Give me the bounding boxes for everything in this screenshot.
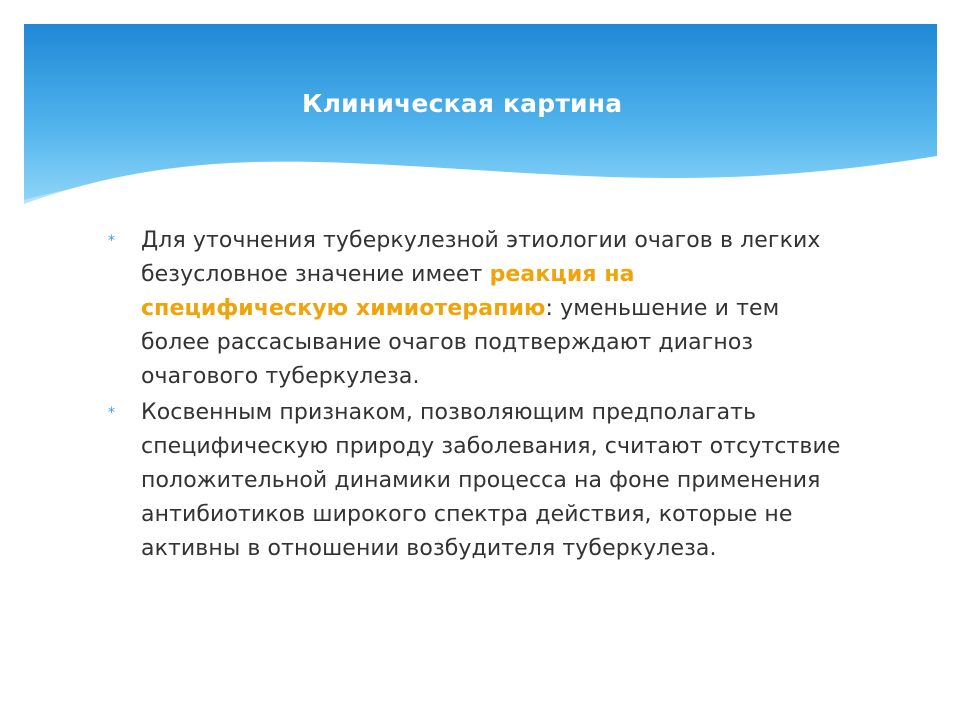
bullet-item [108,396,848,566]
wave-graphic [24,24,937,224]
asterisk-icon: * [108,233,116,249]
asterisk-icon: * [108,405,116,421]
bullet-text-tail: : уменьшение и тем более рассасывание очагов подтверждают диагноз очагового туберкулеза. [141,296,780,389]
highlighted-phrase: реакция на специфическую химиотерапию [141,262,635,321]
bullet-text-lead: Для уточнения туберкулезной этиологии очагов в легких безусловное значение имеет [141,228,821,287]
bullet-item [108,224,848,394]
bullet-text: Косвенным признаком, позволяющим предполагать специфическую природу заболевания, считают отсутствие положительной динамики процесса на фоне применения антибиотиков широкого спектра действия, которые не активны в отношении возбудителя туберкулеза. [141,400,841,561]
header-wave-banner [24,24,937,224]
slide-title: Клиническая картина [302,89,623,118]
bullet-list [108,224,848,568]
